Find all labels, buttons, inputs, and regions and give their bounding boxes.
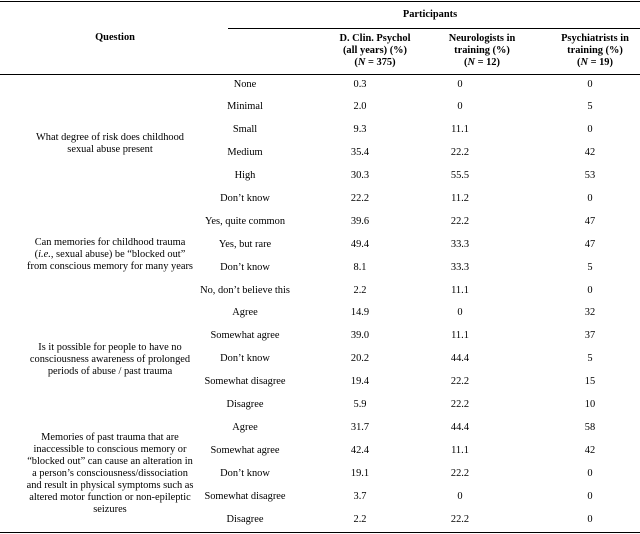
percent-cell: 22.2 xyxy=(450,468,470,479)
response-label: Minimal xyxy=(227,101,263,112)
response-label: Small xyxy=(232,124,258,135)
percent-cell: 39.0 xyxy=(350,330,370,341)
percent-cell: 22.2 xyxy=(450,216,470,227)
percent-cell: 15 xyxy=(584,376,596,387)
response-label: Medium xyxy=(227,147,263,158)
percent-cell: 0 xyxy=(587,468,593,479)
percent-cell: 22.2 xyxy=(450,147,470,158)
percent-cell: 44.4 xyxy=(450,422,470,433)
percent-cell: 19.4 xyxy=(350,376,370,387)
percent-cell: 35.4 xyxy=(350,147,370,158)
percent-cell: 0 xyxy=(587,491,593,502)
response-label: Somewhat disagree xyxy=(204,376,286,387)
percent-cell: 0 xyxy=(457,101,463,112)
percent-cell: 2.0 xyxy=(353,101,367,112)
response-label: Agree xyxy=(232,422,258,433)
percent-cell: 22.2 xyxy=(450,514,470,525)
percent-cell: 5.9 xyxy=(353,399,367,410)
participants-rule xyxy=(228,28,640,29)
percent-cell: 2.2 xyxy=(353,514,367,525)
table-top-rule xyxy=(0,1,640,2)
percent-cell: 11.1 xyxy=(451,330,469,341)
percent-cell: 0 xyxy=(587,514,593,525)
response-label: Disagree xyxy=(226,514,264,525)
percent-cell: 0 xyxy=(457,491,463,502)
response-label: Yes, but rare xyxy=(218,239,272,250)
response-label: Don’t know xyxy=(220,468,270,479)
percent-cell: 0 xyxy=(457,307,463,318)
percent-cell: 30.3 xyxy=(350,170,370,181)
response-label: Don’t know xyxy=(220,262,270,273)
results-table: Participants Question D. Clin. Psychol (all years) (%) (N = 375) Neurologists in training (%) (N = 12) Psychiatrists in training (%) (N = 19) What degree of risk does childhood sexual abuse present Can memories for childhood trauma (i.e., sexual abuse) be “blocked out” from conscious memory for many years Is it possible for people to have no consciousness awareness of prolonged periods of abuse / past trauma Memories of past trauma that are inaccessible to conscious memory or “blocked out” can cause an alteration in a person’s consciousness/dissociation and result in physical symptoms such as altered motor function or non-epileptic seizures None 0.3 0 0 Minimal 2.0 0 5 Small 9.3 11.1 0 Medium 35.4 22.2 42 High 30.3 55.5 53 Don’t know 22.2 11.2 0 Yes, quite common 39.6 22.2 47 Yes, but rare 49.4 33.3 47 Don’t know 8.1 33.3 5 No, don’t believe this 2.2 11.1 0 Agree 14.9 0 32 Somewhat agree 39.0 11.1 37 Don’t know 20.2 44.4 5 Somewhat disagree 19.4 22.2 15 Disagree 5.9 22.2 10 Agree 31.7 44.4 58 Somewhat agree 42.4 11.1 42 Don’t know 19.1 22.2 0 Somewhat disagree 3.7 0 0 Disagree 2.2 22.2 0 xyxy=(0,0,640,534)
percent-cell: 58 xyxy=(584,422,596,433)
percent-cell: 14.9 xyxy=(350,307,370,318)
percent-cell: 33.3 xyxy=(450,262,470,273)
participants-header: Participants xyxy=(402,9,458,20)
response-label: None xyxy=(233,79,257,90)
percent-cell: 10 xyxy=(584,399,596,410)
response-label: High xyxy=(234,170,256,181)
header-bottom-rule xyxy=(0,74,640,75)
response-label: Don’t know xyxy=(220,193,270,204)
percent-cell: 11.1 xyxy=(451,445,469,456)
percent-cell: 32 xyxy=(584,307,596,318)
percent-cell: 20.2 xyxy=(350,353,370,364)
percent-cell: 37 xyxy=(584,330,596,341)
percent-cell: 0 xyxy=(587,124,593,135)
response-label: Yes, quite common xyxy=(204,216,286,227)
response-label: Somewhat agree xyxy=(210,330,280,341)
response-label: No, don’t believe this xyxy=(200,285,290,296)
question-blocked-memories: Can memories for childhood trauma (i.e., sexual abuse) be “blocked out” from conscious memory for many years xyxy=(27,237,193,272)
percent-cell: 0 xyxy=(587,79,593,90)
percent-cell: 53 xyxy=(584,170,596,181)
percent-cell: 42.4 xyxy=(350,445,370,456)
percent-cell: 11.1 xyxy=(451,124,469,135)
percent-cell: 42 xyxy=(584,445,596,456)
response-label: Don’t know xyxy=(220,353,270,364)
percent-cell: 39.6 xyxy=(350,216,370,227)
question-dissociation: Memories of past trauma that are inaccessible to conscious memory or “blocked out” can cause an alteration in a person’s consciousness/dissociation and result in physical symptoms such as altered motor function or non-epileptic seizures xyxy=(26,432,194,515)
percent-cell: 3.7 xyxy=(353,491,367,502)
table-bottom-rule xyxy=(0,532,640,533)
percent-cell: 5 xyxy=(587,353,593,364)
percent-cell: 0.3 xyxy=(353,79,367,90)
percent-cell: 11.1 xyxy=(451,285,469,296)
percent-cell: 33.3 xyxy=(450,239,470,250)
response-label: Agree xyxy=(232,307,258,318)
percent-cell: 47 xyxy=(584,216,596,227)
question-risk: What degree of risk does childhood sexual abuse present xyxy=(35,132,185,155)
question-header: Question xyxy=(95,32,135,43)
percent-cell: 47 xyxy=(584,239,596,250)
percent-cell: 19.1 xyxy=(350,468,370,479)
response-label: Somewhat disagree xyxy=(204,491,286,502)
percent-cell: 0 xyxy=(587,285,593,296)
percent-cell: 9.3 xyxy=(353,124,367,135)
percent-cell: 8.1 xyxy=(353,262,367,273)
percent-cell: 42 xyxy=(584,147,596,158)
percent-cell: 22.2 xyxy=(450,399,470,410)
percent-cell: 11.2 xyxy=(451,193,469,204)
percent-cell: 22.2 xyxy=(450,376,470,387)
percent-cell: 22.2 xyxy=(350,193,370,204)
percent-cell: 5 xyxy=(587,262,593,273)
response-label: Somewhat agree xyxy=(210,445,280,456)
percent-cell: 5 xyxy=(587,101,593,112)
percent-cell: 44.4 xyxy=(450,353,470,364)
percent-cell: 49.4 xyxy=(350,239,370,250)
percent-cell: 55.5 xyxy=(450,170,470,181)
percent-cell: 0 xyxy=(457,79,463,90)
question-no-awareness: Is it possible for people to have no consciousness awareness of prolonged periods of abuse / past trauma xyxy=(29,342,191,377)
percent-cell: 0 xyxy=(587,193,593,204)
response-label: Disagree xyxy=(226,399,264,410)
percent-cell: 2.2 xyxy=(353,285,367,296)
percent-cell: 31.7 xyxy=(350,422,370,433)
